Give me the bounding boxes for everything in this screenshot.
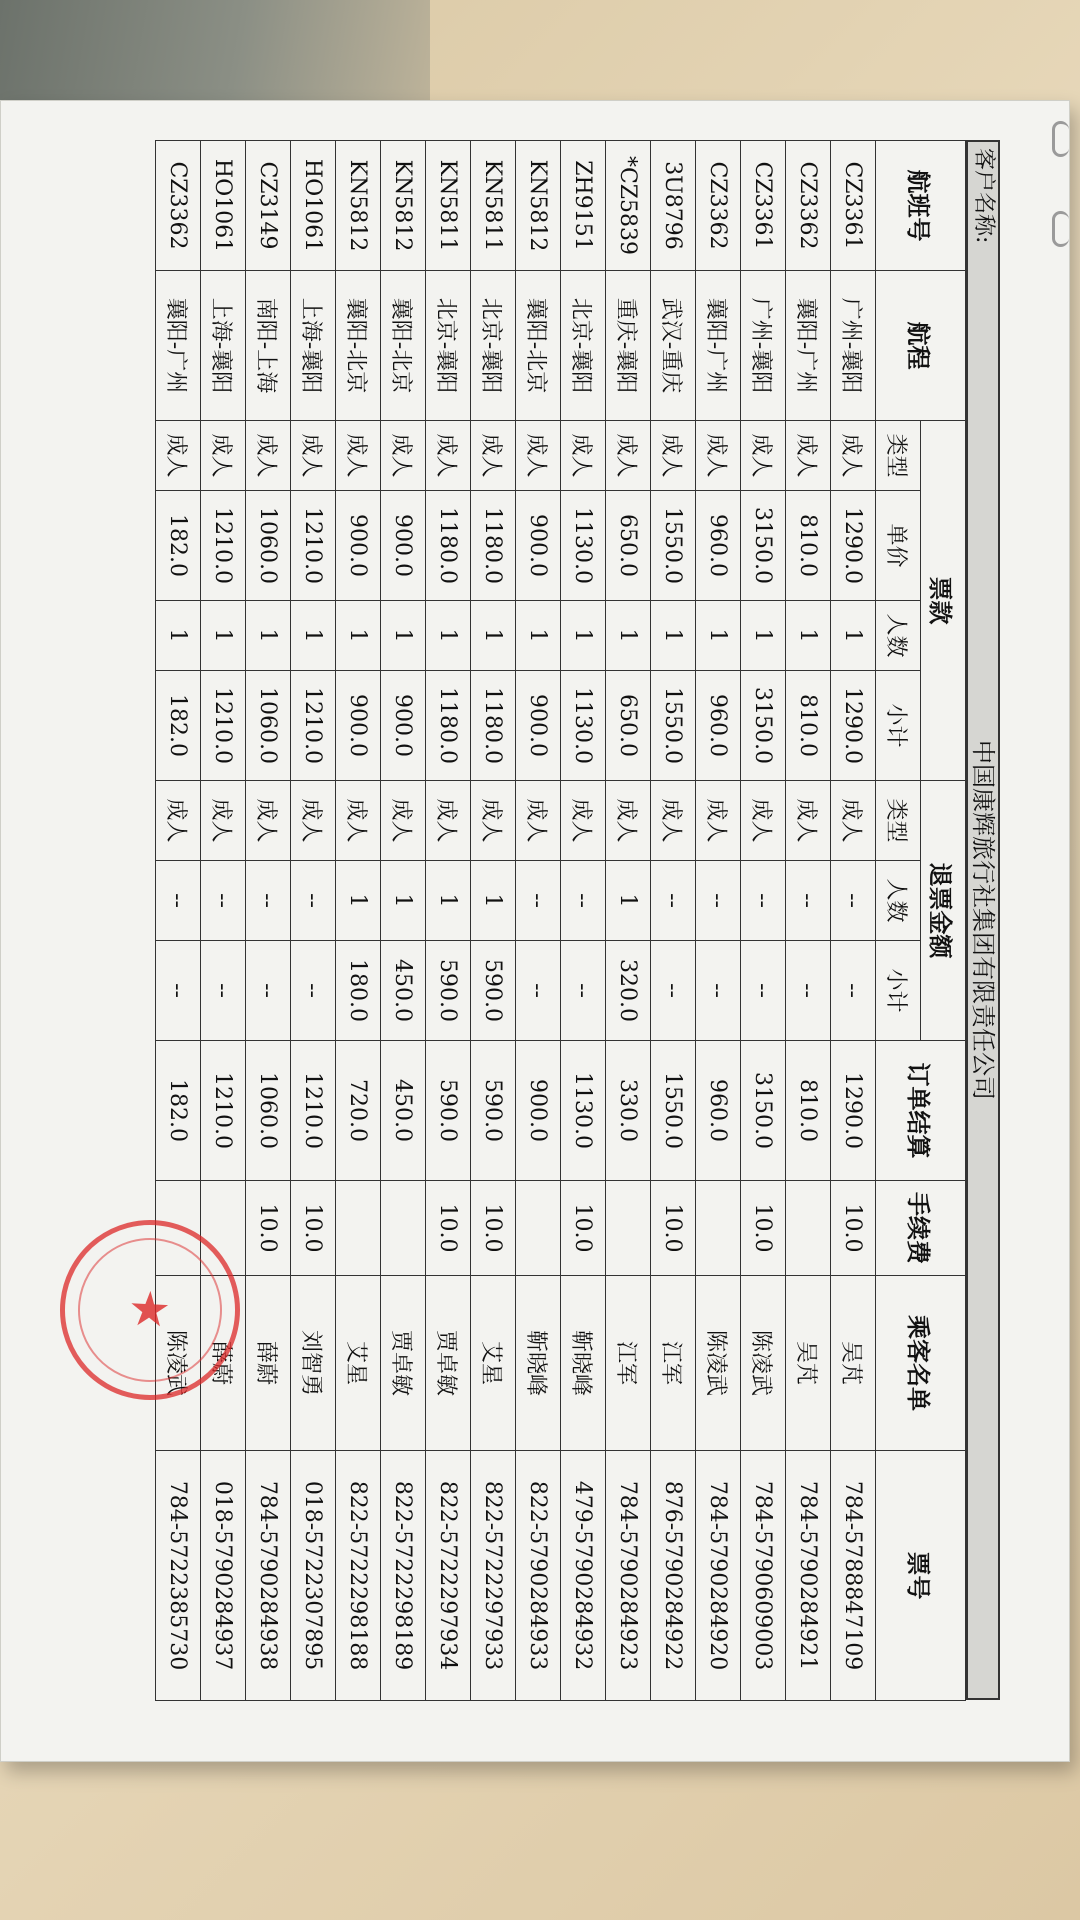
- cell-count: 1: [561, 601, 606, 671]
- cell-rtype: 成人: [696, 781, 741, 861]
- cell-count: 1: [651, 601, 696, 671]
- cell-count: 1: [831, 601, 876, 671]
- cell-count: 1: [291, 601, 336, 671]
- cell-type: 成人: [741, 421, 786, 491]
- cell-settle: 720.0: [336, 1041, 381, 1181]
- cell-rtype: 成人: [741, 781, 786, 861]
- table-row: [246, 141, 291, 1701]
- cell-name: 靳晓峰: [561, 1276, 606, 1451]
- cell-rsub: --: [741, 941, 786, 1041]
- cell-rtype: 成人: [786, 781, 831, 861]
- cell-flight: CZ3149: [246, 141, 291, 271]
- cell-ticket: 784-5722385730: [156, 1451, 201, 1701]
- table-row: [741, 141, 786, 1701]
- cell-ticket: 018-5790284937: [201, 1451, 246, 1701]
- cell-fee: 10.0: [246, 1181, 291, 1276]
- cell-fee: [336, 1181, 381, 1276]
- cell-type: 成人: [201, 421, 246, 491]
- cell-price: 3150.0: [741, 491, 786, 601]
- cell-price: 900.0: [381, 491, 426, 601]
- cell-type: 成人: [156, 421, 201, 491]
- cell-subtotal: 1130.0: [561, 671, 606, 781]
- cell-type: 成人: [336, 421, 381, 491]
- table-row: [471, 141, 516, 1701]
- cell-rcount: --: [516, 861, 561, 941]
- cell-name: 陈凌武: [696, 1276, 741, 1451]
- cell-ticket: 479-5790284932: [561, 1451, 606, 1701]
- cell-subtotal: 1210.0: [201, 671, 246, 781]
- cell-fee: 10.0: [291, 1181, 336, 1276]
- cell-fee: [381, 1181, 426, 1276]
- cell-name: 靳晓峰: [516, 1276, 561, 1451]
- cell-name: 陈凌武: [741, 1276, 786, 1451]
- header-type: 类型: [876, 421, 921, 491]
- cell-ticket: 822-5722297934: [426, 1451, 471, 1701]
- cell-rtype: 成人: [426, 781, 471, 861]
- cell-fee: [696, 1181, 741, 1276]
- table-row: [336, 141, 381, 1701]
- cell-rcount: --: [291, 861, 336, 941]
- table-row: [786, 141, 831, 1701]
- cell-type: 成人: [831, 421, 876, 491]
- cell-price: 900.0: [336, 491, 381, 601]
- cell-subtotal: 900.0: [381, 671, 426, 781]
- cell-route: 北京-襄阳: [561, 271, 606, 421]
- cell-type: 成人: [786, 421, 831, 491]
- cell-count: 1: [336, 601, 381, 671]
- cell-rcount: 1: [336, 861, 381, 941]
- header-price: 单价: [876, 491, 921, 601]
- cell-route: 北京-襄阳: [426, 271, 471, 421]
- table-row: [696, 141, 741, 1701]
- cell-name: 刘智勇: [291, 1276, 336, 1451]
- cell-count: 1: [606, 601, 651, 671]
- cell-rcount: --: [651, 861, 696, 941]
- cell-type: 成人: [381, 421, 426, 491]
- cell-count: 1: [156, 601, 201, 671]
- cell-fee: 10.0: [831, 1181, 876, 1276]
- cell-flight: ZH9151: [561, 141, 606, 271]
- cell-rsub: --: [201, 941, 246, 1041]
- cell-flight: KN5812: [336, 141, 381, 271]
- header-passenger: 乘客名单: [876, 1276, 966, 1451]
- cell-settle: 590.0: [471, 1041, 516, 1181]
- cell-flight: KN5811: [471, 141, 516, 271]
- cell-count: 1: [741, 601, 786, 671]
- cell-ticket: 784-5790609003: [741, 1451, 786, 1701]
- cell-rcount: 1: [381, 861, 426, 941]
- cell-price: 900.0: [516, 491, 561, 601]
- cell-name: 薛蔚: [201, 1276, 246, 1451]
- cell-price: 1550.0: [651, 491, 696, 601]
- cell-rsub: 590.0: [471, 941, 516, 1041]
- header-fee: 手续费: [876, 1181, 966, 1276]
- cell-rsub: 450.0: [381, 941, 426, 1041]
- cell-settle: 330.0: [606, 1041, 651, 1181]
- cell-subtotal: 1180.0: [426, 671, 471, 781]
- cell-count: 1: [426, 601, 471, 671]
- cell-rsub: --: [156, 941, 201, 1041]
- cell-price: 1210.0: [291, 491, 336, 601]
- cell-name: 吴芃: [831, 1276, 876, 1451]
- cell-rsub: --: [561, 941, 606, 1041]
- table-row: [381, 141, 426, 1701]
- cell-name: 贾卓敏: [426, 1276, 471, 1451]
- table-row: [651, 141, 696, 1701]
- cell-count: 1: [696, 601, 741, 671]
- cell-type: 成人: [696, 421, 741, 491]
- cell-type: 成人: [291, 421, 336, 491]
- cell-flight: CZ3361: [741, 141, 786, 271]
- cell-subtotal: 900.0: [336, 671, 381, 781]
- header-ticket: 票款: [921, 421, 966, 781]
- table-body: [156, 141, 876, 1701]
- cell-subtotal: 3150.0: [741, 671, 786, 781]
- binder-ring: [1052, 211, 1069, 247]
- cell-route: 襄阳-北京: [381, 271, 426, 421]
- cell-route: 广州-襄阳: [831, 271, 876, 421]
- cell-rtype: 成人: [831, 781, 876, 861]
- cell-subtotal: 1060.0: [246, 671, 291, 781]
- cell-price: 1290.0: [831, 491, 876, 601]
- header-flight: 航班号: [876, 141, 966, 271]
- header-refund: 退票金额: [921, 781, 966, 1041]
- header-ticket-no: 票号: [876, 1451, 966, 1701]
- cell-flight: CZ3362: [156, 141, 201, 271]
- cell-route: 襄阳-北京: [336, 271, 381, 421]
- cell-settle: 1130.0: [561, 1041, 606, 1181]
- cell-type: 成人: [561, 421, 606, 491]
- cell-subtotal: 1290.0: [831, 671, 876, 781]
- table-row: [426, 141, 471, 1701]
- cell-rsub: --: [696, 941, 741, 1041]
- cell-rtype: 成人: [516, 781, 561, 861]
- table-row: [831, 141, 876, 1701]
- cell-rtype: 成人: [606, 781, 651, 861]
- cell-settle: 182.0: [156, 1041, 201, 1181]
- cell-subtotal: 650.0: [606, 671, 651, 781]
- cell-rcount: 1: [606, 861, 651, 941]
- cell-name: 吴芃: [786, 1276, 831, 1451]
- cell-count: 1: [516, 601, 561, 671]
- cell-flight: CZ3362: [786, 141, 831, 271]
- cell-flight: KN5811: [426, 141, 471, 271]
- cell-price: 1130.0: [561, 491, 606, 601]
- cell-fee: [606, 1181, 651, 1276]
- cell-route: 上海-襄阳: [291, 271, 336, 421]
- cell-rtype: 成人: [201, 781, 246, 861]
- cell-type: 成人: [426, 421, 471, 491]
- cell-subtotal: 810.0: [786, 671, 831, 781]
- cell-price: 1060.0: [246, 491, 291, 601]
- cell-count: 1: [381, 601, 426, 671]
- cell-rsub: --: [651, 941, 696, 1041]
- cell-route: 北京-襄阳: [471, 271, 516, 421]
- cell-price: 182.0: [156, 491, 201, 601]
- cell-settle: 1290.0: [831, 1041, 876, 1181]
- cell-fee: 10.0: [561, 1181, 606, 1276]
- cell-ticket: 784-5790284938: [246, 1451, 291, 1701]
- cell-route: 广州-襄阳: [741, 271, 786, 421]
- cell-rsub: --: [831, 941, 876, 1041]
- table-row: [561, 141, 606, 1701]
- cell-name: 艾星: [471, 1276, 516, 1451]
- header-refund-subtotal: 小计: [876, 941, 921, 1041]
- cell-settle: 1550.0: [651, 1041, 696, 1181]
- cell-route: 襄阳-北京: [516, 271, 561, 421]
- cell-rsub: --: [291, 941, 336, 1041]
- cell-fee: 10.0: [651, 1181, 696, 1276]
- cell-name: 江军: [651, 1276, 696, 1451]
- cell-rcount: --: [831, 861, 876, 941]
- cell-fee: 10.0: [741, 1181, 786, 1276]
- cell-name: 艾星: [336, 1276, 381, 1451]
- cell-flight: HO1061: [201, 141, 246, 271]
- cell-name: 江军: [606, 1276, 651, 1451]
- cell-rtype: 成人: [336, 781, 381, 861]
- company-title: 中国康辉旅行社集团有限责任公司: [966, 140, 1000, 1700]
- header-refund-count: 人数: [876, 861, 921, 941]
- cell-price: 650.0: [606, 491, 651, 601]
- header-count: 人数: [876, 601, 921, 671]
- cell-settle: 590.0: [426, 1041, 471, 1181]
- cell-rcount: --: [741, 861, 786, 941]
- cell-rsub: 320.0: [606, 941, 651, 1041]
- cell-subtotal: 1550.0: [651, 671, 696, 781]
- cell-name: 贾卓敏: [381, 1276, 426, 1451]
- cell-settle: 1210.0: [201, 1041, 246, 1181]
- cell-route: 南阳-上海: [246, 271, 291, 421]
- cell-settle: 900.0: [516, 1041, 561, 1181]
- cell-rsub: --: [516, 941, 561, 1041]
- cell-price: 1210.0: [201, 491, 246, 601]
- cell-settle: 810.0: [786, 1041, 831, 1181]
- cell-type: 成人: [471, 421, 516, 491]
- cell-settle: 960.0: [696, 1041, 741, 1181]
- cell-ticket: 822-5790284933: [516, 1451, 561, 1701]
- cell-flight: KN5812: [381, 141, 426, 271]
- cell-flight: KN5812: [516, 141, 561, 271]
- cell-count: 1: [471, 601, 516, 671]
- cell-rtype: 成人: [471, 781, 516, 861]
- cell-subtotal: 182.0: [156, 671, 201, 781]
- table-row: [291, 141, 336, 1701]
- cell-price: 1180.0: [471, 491, 516, 601]
- cell-route: 上海-襄阳: [201, 271, 246, 421]
- cell-count: 1: [201, 601, 246, 671]
- cell-fee: 10.0: [426, 1181, 471, 1276]
- cell-route: 武汉-重庆: [651, 271, 696, 421]
- cell-settle: 450.0: [381, 1041, 426, 1181]
- cell-route: 襄阳-广州: [156, 271, 201, 421]
- table-row: [516, 141, 561, 1701]
- cell-rtype: 成人: [246, 781, 291, 861]
- cell-rcount: --: [156, 861, 201, 941]
- flight-table: [155, 140, 966, 1701]
- cell-flight: 3U8796: [651, 141, 696, 271]
- cell-settle: 3150.0: [741, 1041, 786, 1181]
- invoice-sheet: [40, 140, 1000, 1700]
- cell-flight: CZ3362: [696, 141, 741, 271]
- table-row: [156, 141, 201, 1701]
- cell-settle: 1060.0: [246, 1041, 291, 1181]
- cell-price: 810.0: [786, 491, 831, 601]
- binder-ring: [1052, 121, 1069, 157]
- cell-rsub: --: [246, 941, 291, 1041]
- cell-subtotal: 1180.0: [471, 671, 516, 781]
- cell-route: 重庆-襄阳: [606, 271, 651, 421]
- cell-type: 成人: [606, 421, 651, 491]
- cell-subtotal: 960.0: [696, 671, 741, 781]
- seal-star-icon: ★: [117, 1281, 183, 1339]
- cell-count: 1: [786, 601, 831, 671]
- cell-type: 成人: [516, 421, 561, 491]
- cell-ticket: 822-5722298188: [336, 1451, 381, 1701]
- cell-rsub: 180.0: [336, 941, 381, 1041]
- header-subtotal: 小计: [876, 671, 921, 781]
- cell-rtype: 成人: [651, 781, 696, 861]
- cell-flight: CZ3361: [831, 141, 876, 271]
- cell-ticket: 822-5722297933: [471, 1451, 516, 1701]
- header-settlement: 订单结算: [876, 1041, 966, 1181]
- cell-fee: [786, 1181, 831, 1276]
- cell-ticket: 784-5790284921: [786, 1451, 831, 1701]
- header-route: 航程: [876, 271, 966, 421]
- cell-route: 襄阳-广州: [696, 271, 741, 421]
- header-refund-type: 类型: [876, 781, 921, 861]
- cell-type: 成人: [651, 421, 696, 491]
- cell-ticket: 822-5722298189: [381, 1451, 426, 1701]
- cell-price: 960.0: [696, 491, 741, 601]
- cell-name: 陈凌武: [156, 1276, 201, 1451]
- cell-name: 薛蔚: [246, 1276, 291, 1451]
- cell-ticket: 018-5722307895: [291, 1451, 336, 1701]
- cell-rcount: --: [201, 861, 246, 941]
- cell-settle: 1210.0: [291, 1041, 336, 1181]
- customer-label: 客户名称:: [971, 148, 996, 244]
- cell-ticket: 876-5790284922: [651, 1451, 696, 1701]
- cell-rcount: --: [696, 861, 741, 941]
- cell-flight: HO1061: [291, 141, 336, 271]
- cell-fee: 10.0: [471, 1181, 516, 1276]
- desk-object: [0, 0, 430, 110]
- cell-rcount: --: [246, 861, 291, 941]
- table-row: [201, 141, 246, 1701]
- cell-subtotal: 900.0: [516, 671, 561, 781]
- cell-type: 成人: [246, 421, 291, 491]
- cell-count: 1: [246, 601, 291, 671]
- cell-rcount: 1: [426, 861, 471, 941]
- cell-rtype: 成人: [561, 781, 606, 861]
- cell-subtotal: 1210.0: [291, 671, 336, 781]
- cell-price: 1180.0: [426, 491, 471, 601]
- cell-rsub: 590.0: [426, 941, 471, 1041]
- cell-flight: *CZ5839: [606, 141, 651, 271]
- cell-ticket: 784-5790284923: [606, 1451, 651, 1701]
- cell-rtype: 成人: [156, 781, 201, 861]
- cell-rcount: --: [786, 861, 831, 941]
- cell-rtype: 成人: [291, 781, 336, 861]
- seal-ring: [62, 1222, 238, 1398]
- cell-fee: [516, 1181, 561, 1276]
- cell-rsub: --: [786, 941, 831, 1041]
- cell-route: 襄阳-广州: [786, 271, 831, 421]
- cell-ticket: 784-5790284920: [696, 1451, 741, 1701]
- table-row: [606, 141, 651, 1701]
- cell-ticket: 784-5788847109: [831, 1451, 876, 1701]
- cell-rtype: 成人: [381, 781, 426, 861]
- cell-rcount: 1: [471, 861, 516, 941]
- cell-rcount: --: [561, 861, 606, 941]
